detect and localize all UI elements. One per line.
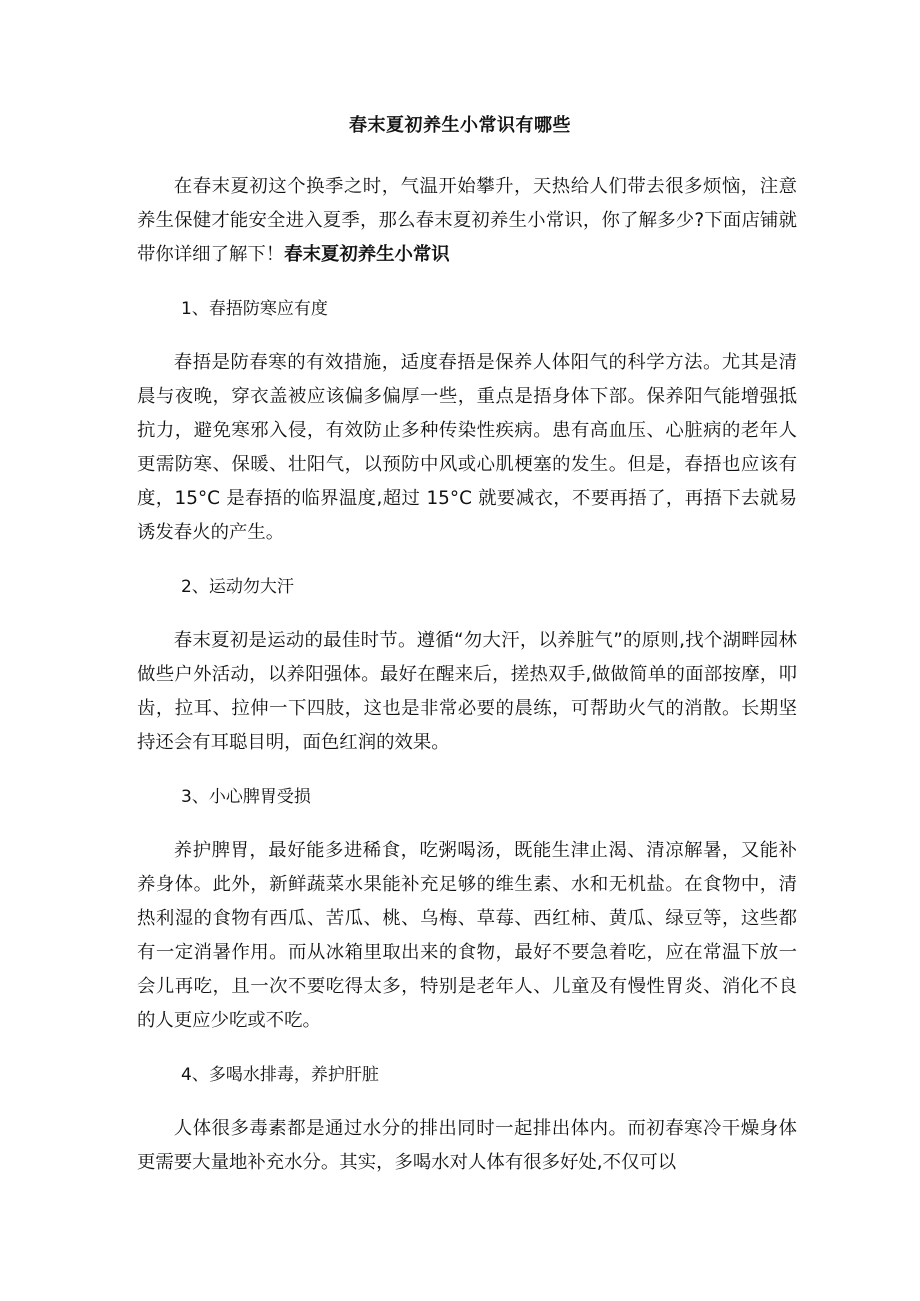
section-heading-3: 3、小心脾胃受损 (181, 787, 311, 807)
document-body (137, 170, 797, 1200)
section-heading-4: 4、多喝水排毒，养护肝脏 (181, 1065, 379, 1085)
document-title: 春末夏初养生小常识有哪些 (349, 115, 571, 136)
section-heading-2: 2、运动勿大汗 (181, 577, 294, 597)
section-body-3: 养护脾胃，最好能多进稀食，吃粥喝汤，既能生津止渴、清凉解暑，又能补养身体。此外，新鲜蔬菜水果能补充足够的维生素、水和无机盐。在食物中，清热利湿的食物有西瓜、苦瓜、桃、乌梅、草莓、西红柿、黄瓜、绿豆等，这些都有一定消暑作用。而从冰箱里取出来的食物，最好不要急着吃，应在常温下放一会儿再吃，且一次不要吃得太多，特别是老年人、儿童及有慢性胃炎、消化不良的人更应少吃或不吃。 (137, 840, 797, 1031)
section-heading-1: 1、春捂防寒应有度 (181, 299, 328, 319)
section-body-1: 春捂是防春寒的有效措施，适度春捂是保养人体阳气的科学方法。尤其是清晨与夜晚，穿衣盖被应该偏多偏厚一些，重点是捂身体下部。保养阳气能增强抵抗力，避免寒邪入侵，有效防止多种传染性疾病。患有高血压、心脏病的老年人更需防寒、保暖、壮阳气，以预防中风或心肌梗塞的发生。但是，春捂也应该有度，15°C 是春捂的临界温度,超过 15°C 就要减衣，不要再捂了，再捂下去就易诱发春火的产生。 (137, 352, 797, 543)
intro-bold-text: 春末夏初养生小常识 (284, 244, 450, 265)
intro-paragraph (137, 170, 797, 272)
section-body-4: 人体很多毒素都是通过水分的排出同时一起排出体内。而初春寒冷干燥身体更需要大量地补充水分。其实，多喝水对人体有很多好处,不仅可以 (137, 1118, 797, 1173)
intro-text: 在春末夏初这个换季之时，气温开始攀升，天热给人们带去很多烦恼，注意养生保健才能安全进入夏季，那么春末夏初养生小常识，你了解多少?下面店铺就带你详细了解下！ (137, 176, 797, 265)
section-body-2: 春末夏初是运动的最佳时节。遵循“勿大汗，以养脏气”的原则,找个湖畔园林做些户外活动，以养阳强体。最好在醒来后，搓热双手,做做简单的面部按摩，叩齿，拉耳、拉伸一下四肢，这也是非常必要的晨练，可帮助火气的消散。长期坚持还会有耳聪目明，面色红润的效果。 (137, 630, 797, 753)
